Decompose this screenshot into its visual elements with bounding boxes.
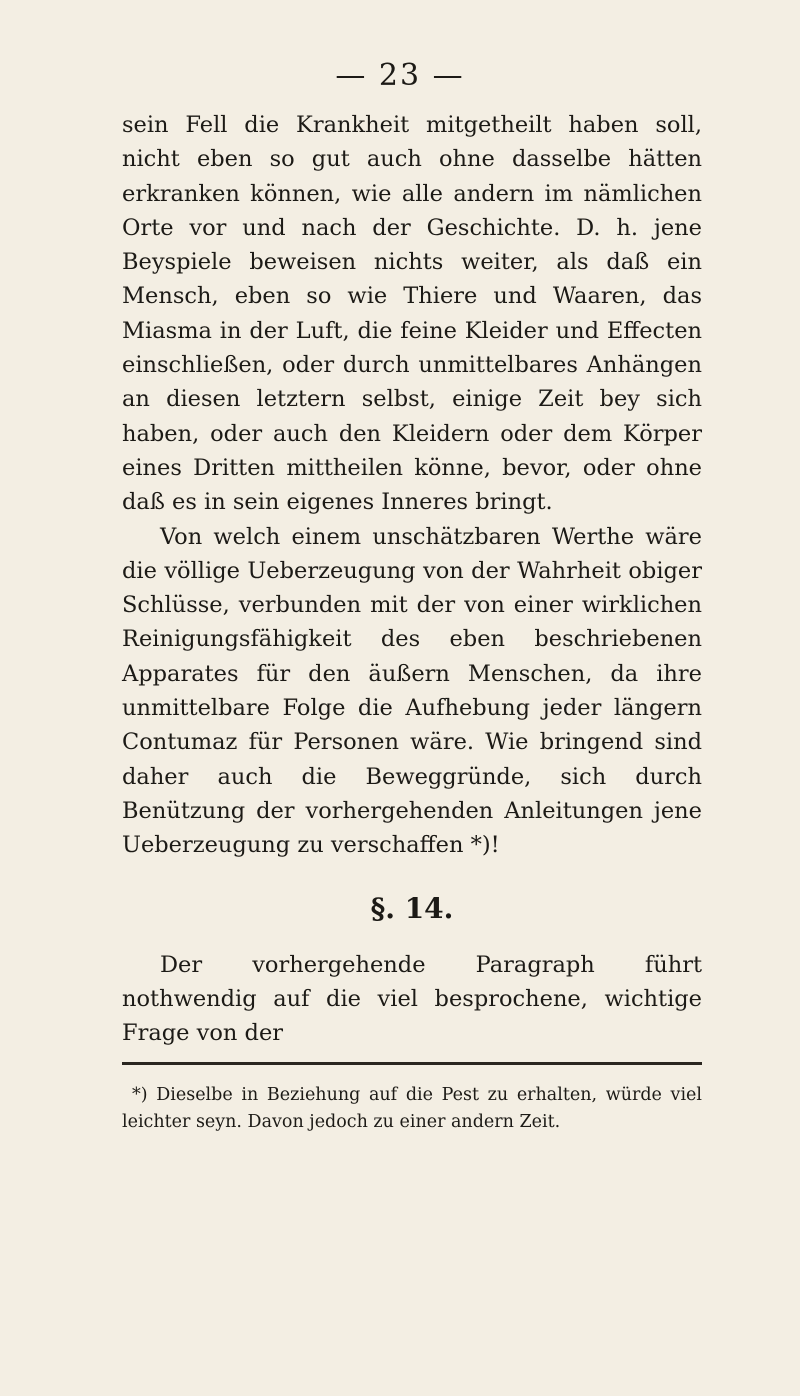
footnote <box>122 1082 702 1136</box>
footnote-text: *) Dieselbe in Beziehung auf die Pest zu erhalten, würde viel leichter seyn. Davon jedoch zu einer andern Zeit. <box>122 1085 702 1132</box>
page-number: — 23 — <box>335 58 465 93</box>
section-paragraph: Der vorhergehende Paragraph führt nothwendig auf die viel besprochene, wichtige Frage von der <box>122 952 702 1046</box>
footnote-divider <box>122 1062 702 1065</box>
section-text <box>122 948 702 1050</box>
main-text <box>122 108 702 863</box>
paragraph: Von welch einem unschätzbaren Werthe wäre die völlige Ueberzeugung von der Wahrheit obiger Schlüsse, verbunden mit der von einer wirklichen Reinigungsfähigkeit des eben beschriebenen Apparates für den äußern Menschen, da ihre unmittelbare Folge die Aufhebung jeder längern Contumaz für Personen wäre. Wie bringend sind daher auch die Beweggründe, sich durch Benützung der vorhergehenden Anleitungen jene Ueberzeugung zu verschaffen *)! <box>122 523 702 859</box>
section-heading: §. 14. <box>370 892 454 925</box>
paragraph-continuation: sein Fell die Krankheit mitgetheilt haben soll, nicht eben so gut auch ohne dasselbe hätten erkranken können, wie alle andern im nämlichen Orte vor und nach der Geschichte. D. h. jene Beyspiele beweisen nichts weiter, als daß ein Mensch, eben so wie Thiere und Waaren, das Miasma in der Luft, die feine Kleider und Effecten einschließen, oder durch unmittelbares Anhängen an diesen letztern selbst, einige Zeit bey sich haben, oder auch den Kleidern oder dem Körper eines Dritten mittheilen könne, bevor, oder ohne daß es in sein eigenes Inneres bringt. <box>122 112 702 516</box>
